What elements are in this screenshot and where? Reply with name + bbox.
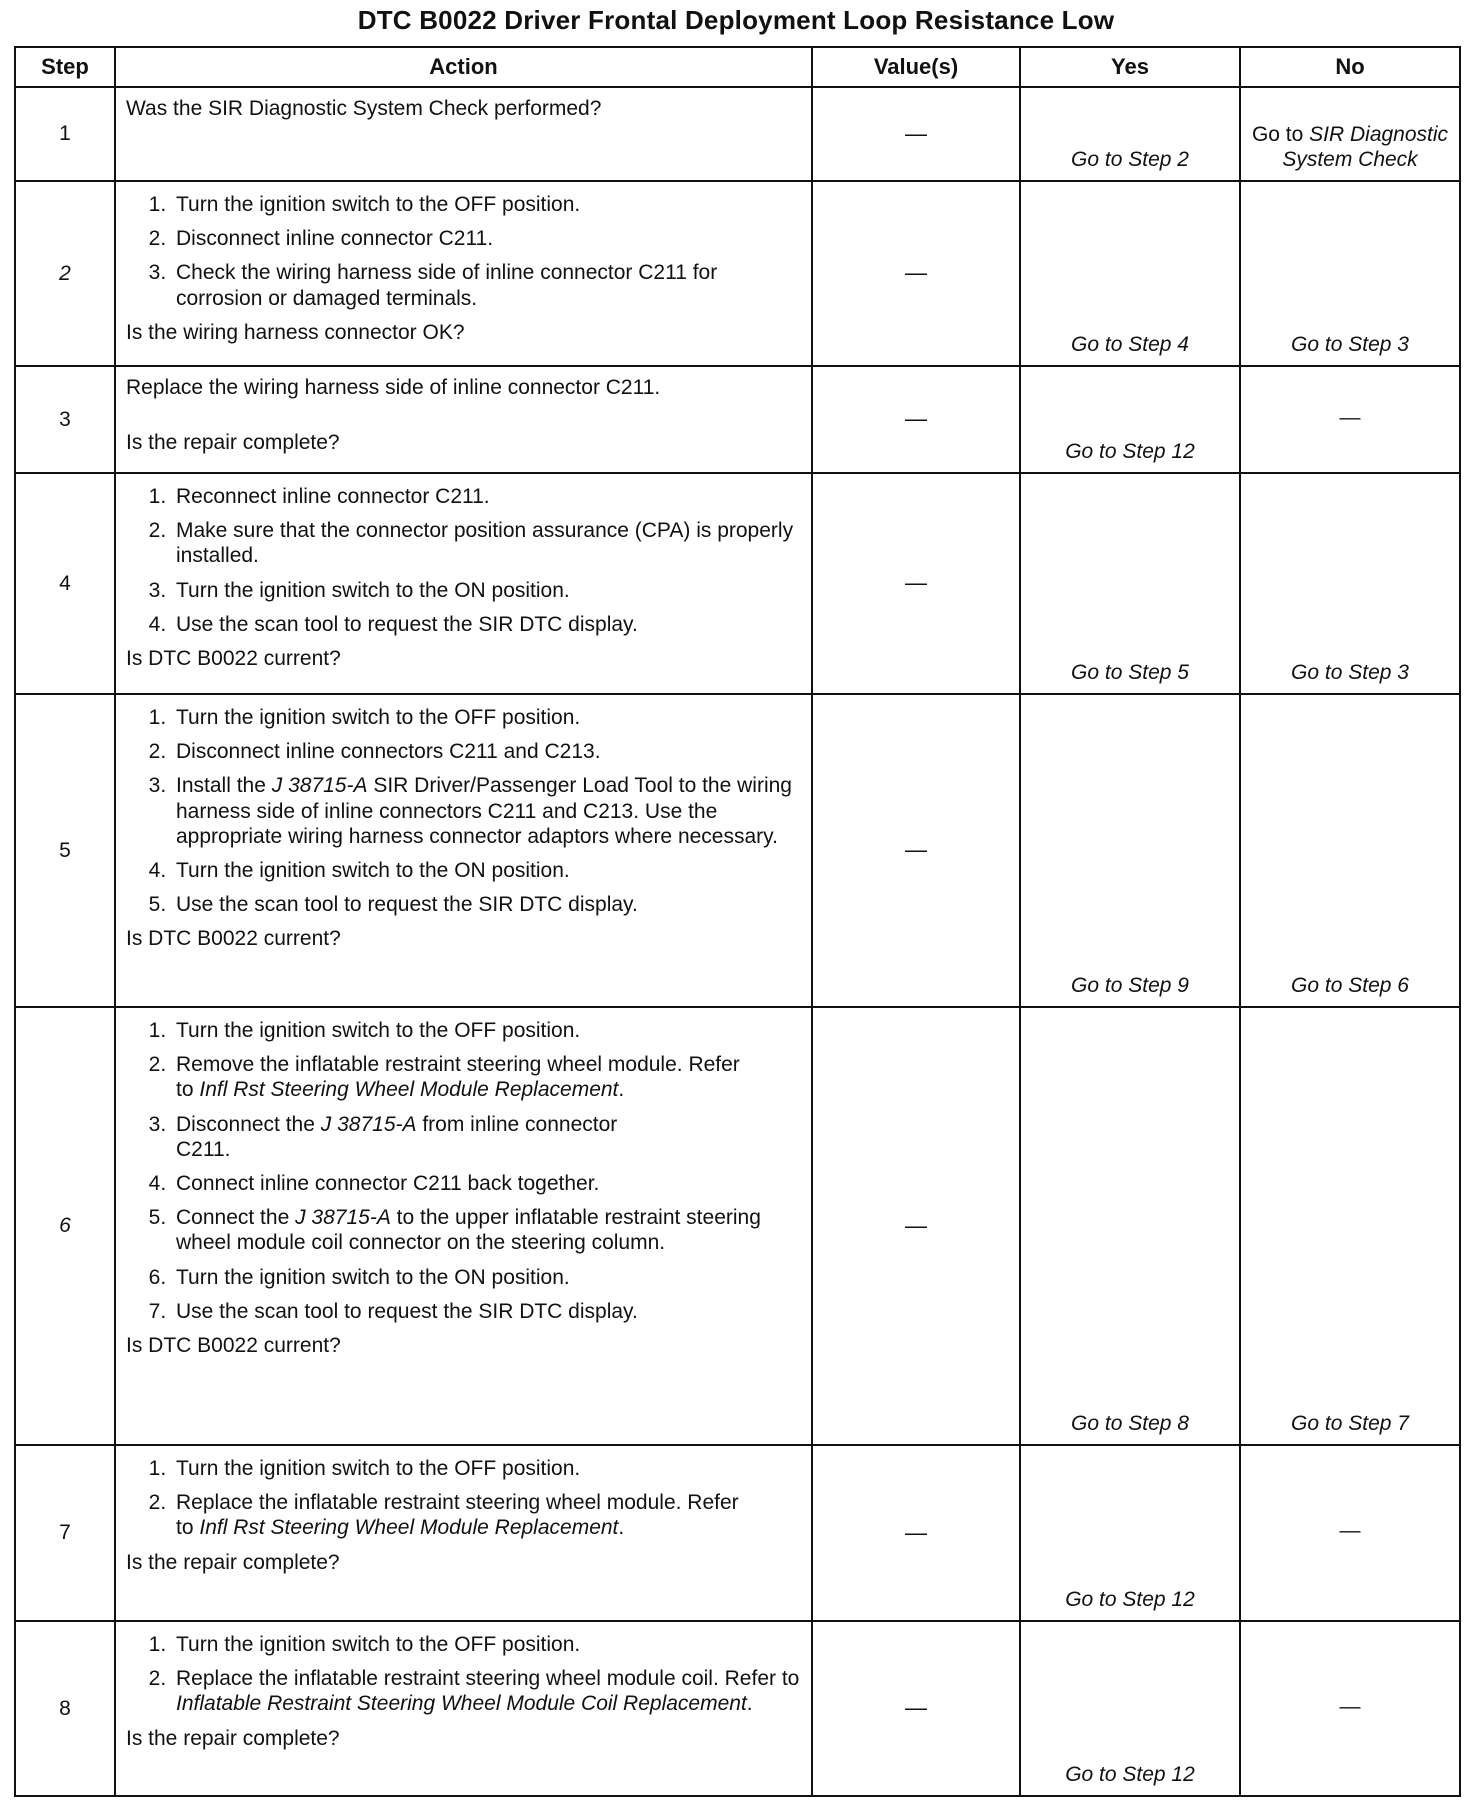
action-question: Is the wiring harness connector OK? bbox=[126, 320, 465, 344]
action-steps bbox=[126, 705, 801, 917]
procedure-reference[interactable]: Inflatable Restraint Steering Wheel Module Coil Replacement bbox=[176, 1692, 747, 1716]
no-link[interactable] bbox=[1240, 87, 1460, 181]
step-number: 8 bbox=[15, 1621, 115, 1796]
action-steps bbox=[126, 1456, 801, 1541]
action-step: 5. Connect the J 38715-A to the upper inflatable restraint steering wheel module coil connector on the steering column. bbox=[172, 1205, 801, 1255]
no-link[interactable]: Go to Step 3 bbox=[1240, 181, 1460, 366]
value-cell: — bbox=[812, 1621, 1020, 1796]
action-cell bbox=[115, 694, 812, 1007]
header-no: No bbox=[1240, 47, 1460, 87]
value-cell: — bbox=[812, 1445, 1020, 1621]
tool-reference: J 38715-A bbox=[271, 774, 368, 798]
action-step: 5. Use the scan tool to request the SIR DTC display. bbox=[172, 892, 801, 917]
action-text: Was the SIR Diagnostic System Check performed? bbox=[126, 97, 602, 120]
table-row bbox=[15, 87, 1460, 181]
action-steps bbox=[126, 484, 801, 637]
action-step: 3. Turn the ignition switch to the ON position. bbox=[172, 578, 801, 603]
action-cell bbox=[115, 181, 812, 366]
step-number: 4 bbox=[15, 473, 115, 694]
no-value: — bbox=[1240, 366, 1460, 473]
yes-link[interactable]: Go to Step 5 bbox=[1020, 473, 1240, 694]
action-step: 1. Turn the ignition switch to the OFF position. bbox=[172, 1456, 801, 1481]
yes-link[interactable]: Go to Step 12 bbox=[1020, 366, 1240, 473]
action-step: 3. Install the J 38715-A SIR Driver/Passenger Load Tool to the wiring harness side of inline connectors C211 and C213. Use the appropriate wiring harness connector adaptors where necessary. bbox=[172, 773, 801, 849]
action-cell bbox=[115, 1007, 812, 1445]
yes-link[interactable]: Go to Step 4 bbox=[1020, 181, 1240, 366]
no-link[interactable]: Go to Step 6 bbox=[1240, 694, 1460, 1007]
action-cell bbox=[115, 473, 812, 694]
tool-reference: J 38715-A bbox=[295, 1206, 391, 1230]
action-step: 2. Disconnect inline connectors C211 and C213. bbox=[172, 739, 801, 764]
action-step: 1. Reconnect inline connector C211. bbox=[172, 484, 801, 509]
procedure-reference[interactable]: Infl Rst Steering Wheel Module Replacement bbox=[199, 1516, 619, 1540]
action-step: 3. Disconnect the J 38715-A from inline connector C211. bbox=[172, 1112, 801, 1162]
tool-reference: J 38715-A bbox=[320, 1112, 417, 1136]
value-cell: — bbox=[812, 473, 1020, 694]
step-number: 5 bbox=[15, 694, 115, 1007]
yes-link[interactable]: Go to Step 8 bbox=[1020, 1007, 1240, 1445]
action-question: Is the repair complete? bbox=[126, 431, 340, 455]
yes-link[interactable]: Go to Step 2 bbox=[1020, 87, 1240, 181]
no-link[interactable]: Go to Step 3 bbox=[1240, 473, 1460, 694]
step-number: 2 bbox=[15, 181, 115, 366]
table-row bbox=[15, 473, 1460, 694]
yes-link[interactable]: Go to Step 9 bbox=[1020, 694, 1240, 1007]
no-value: — bbox=[1240, 1621, 1460, 1796]
action-step: 1. Turn the ignition switch to the OFF position. bbox=[172, 192, 801, 217]
table-row bbox=[15, 366, 1460, 473]
table-row bbox=[15, 1007, 1460, 1445]
action-steps bbox=[126, 192, 801, 311]
page-title: DTC B0022 Driver Frontal Deployment Loop Resistance Low bbox=[357, 5, 1115, 35]
no-link[interactable]: Go to Step 7 bbox=[1240, 1007, 1460, 1445]
action-step: 2. Remove the inflatable restraint steering wheel module. Refer to Infl Rst Steering Wheel Module Replacement. bbox=[172, 1052, 801, 1102]
action-step: 4. Turn the ignition switch to the ON position. bbox=[172, 858, 801, 883]
action-cell bbox=[115, 1621, 812, 1796]
table-row bbox=[15, 694, 1460, 1007]
action-step: 3. Check the wiring harness side of inline connector C211 for corrosion or damaged terminals. bbox=[172, 260, 801, 310]
action-step: 1. Turn the ignition switch to the OFF position. bbox=[172, 705, 801, 730]
table-row bbox=[15, 181, 1460, 366]
action-text: Replace the wiring harness side of inline connector C211. bbox=[126, 376, 661, 399]
value-cell: — bbox=[812, 87, 1020, 181]
action-question: Is the repair complete? bbox=[126, 1550, 340, 1574]
action-step: 2. Replace the inflatable restraint steering wheel module coil. Refer to Inflatable Restraint Steering Wheel Module Coil Replacement. bbox=[172, 1666, 801, 1716]
action-step: 4. Connect inline connector C211 back together. bbox=[172, 1171, 801, 1196]
action-question: Is DTC B0022 current? bbox=[126, 927, 341, 951]
header-step: Step bbox=[15, 47, 115, 87]
header-action: Action bbox=[115, 47, 812, 87]
diagnostic-table bbox=[14, 46, 1461, 1797]
action-question: Is DTC B0022 current? bbox=[126, 646, 341, 670]
action-step: 2. Make sure that the connector position assurance (CPA) is properly installed. bbox=[172, 518, 801, 568]
action-cell bbox=[115, 1445, 812, 1621]
header-values: Value(s) bbox=[812, 47, 1020, 87]
value-cell: — bbox=[812, 1007, 1020, 1445]
action-steps bbox=[126, 1018, 801, 1324]
action-step: 6. Turn the ignition switch to the ON position. bbox=[172, 1265, 801, 1290]
no-value: — bbox=[1240, 1445, 1460, 1621]
action-cell bbox=[115, 87, 812, 181]
value-cell: — bbox=[812, 366, 1020, 473]
value-cell: — bbox=[812, 181, 1020, 366]
action-step: 2. Disconnect inline connector C211. bbox=[172, 226, 801, 251]
table-row bbox=[15, 1621, 1460, 1796]
no-prefix: Go to bbox=[1251, 122, 1304, 146]
step-number: 1 bbox=[15, 87, 115, 181]
action-step: 1. Turn the ignition switch to the OFF position. bbox=[172, 1632, 801, 1657]
action-question: Is the repair complete? bbox=[126, 1726, 340, 1750]
action-question: Is DTC B0022 current? bbox=[126, 1333, 341, 1357]
action-steps bbox=[126, 1632, 801, 1717]
action-step: 7. Use the scan tool to request the SIR DTC display. bbox=[172, 1299, 801, 1324]
table-header-row bbox=[15, 47, 1460, 87]
header-yes: Yes bbox=[1020, 47, 1240, 87]
action-step: 4. Use the scan tool to request the SIR DTC display. bbox=[172, 612, 801, 637]
action-cell bbox=[115, 366, 812, 473]
procedure-reference[interactable]: Infl Rst Steering Wheel Module Replacement bbox=[199, 1078, 619, 1102]
table-row bbox=[15, 1445, 1460, 1621]
yes-link[interactable]: Go to Step 12 bbox=[1020, 1621, 1240, 1796]
action-step: 1. Turn the ignition switch to the OFF position. bbox=[172, 1018, 801, 1043]
step-number: 7 bbox=[15, 1445, 115, 1621]
no-reference: SIR Diagnostic System Check bbox=[1282, 122, 1449, 171]
step-number: 6 bbox=[15, 1007, 115, 1445]
value-cell: — bbox=[812, 694, 1020, 1007]
step-number: 3 bbox=[15, 366, 115, 473]
action-step: 2. Replace the inflatable restraint steering wheel module. Refer to Infl Rst Steering Wheel Module Replacement. bbox=[172, 1490, 801, 1540]
yes-link[interactable]: Go to Step 12 bbox=[1020, 1445, 1240, 1621]
